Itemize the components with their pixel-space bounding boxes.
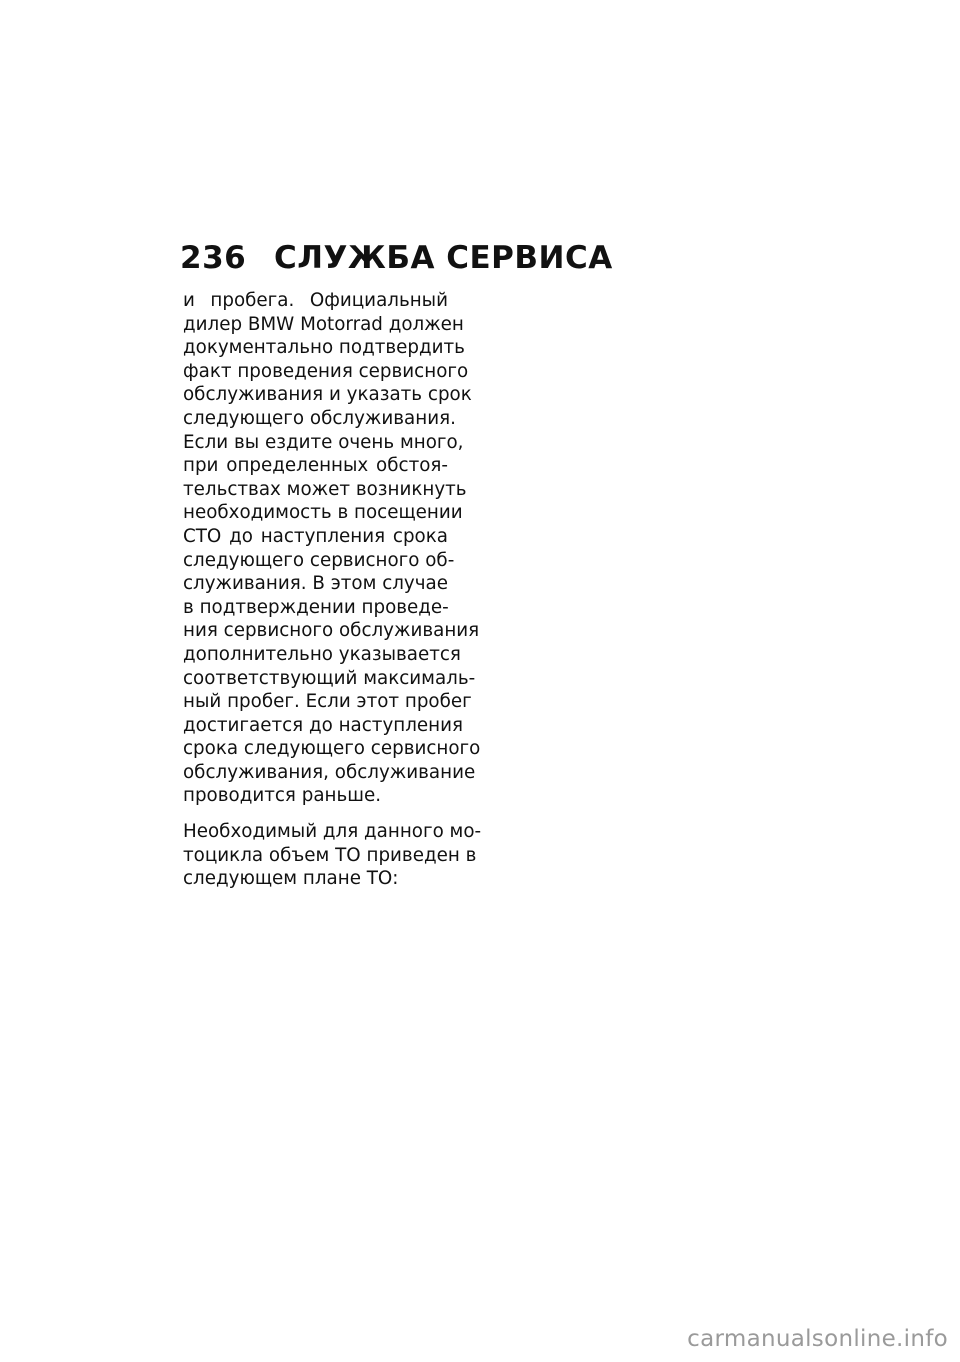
text-line: ный пробег. Если этот пробег: [183, 691, 472, 713]
text-line: и пробега. Официальный: [183, 290, 448, 311]
text-line: дополнительно указывается: [183, 643, 461, 665]
text-line: факт проведения сервисного: [183, 360, 469, 382]
site-watermark: carmanualsonline.info: [687, 1326, 948, 1352]
text-line: тоцикла объем ТО приведен в: [183, 844, 477, 866]
text-column: [183, 289, 482, 891]
paragraph-maintenance-plan: [183, 820, 482, 891]
text-line: дилер BMW Motorrad должен: [183, 313, 464, 335]
text-line: соответствующий максималь-: [183, 667, 476, 689]
text-line: обслуживания, обслуживание: [183, 761, 476, 783]
text-line: при определенных обстоя-: [183, 455, 448, 477]
text-line: тельствах может возникнуть: [183, 478, 467, 500]
text-line: СТО до наступления срока: [183, 525, 448, 547]
text-line: служивания. В этом случае: [183, 573, 448, 595]
text-line: ния сервисного обслуживания: [183, 620, 480, 642]
page-number: 236: [180, 240, 247, 276]
text-line: Необходимый для данного мо-: [183, 821, 482, 843]
section-title: СЛУЖБА СЕРВИСА: [274, 240, 613, 276]
text-line: следующего обслуживания.: [183, 407, 456, 429]
text-line: необходимость в посещении: [183, 502, 463, 524]
text-line: следующего сервисного об-: [183, 549, 455, 571]
text-line: следующем плане ТО:: [183, 868, 399, 890]
text-line: Если вы ездите очень много,: [183, 431, 464, 453]
text-line: проводится раньше.: [183, 785, 382, 807]
text-line: достигается до наступления: [183, 714, 463, 736]
text-line: срока следующего сервисного: [183, 738, 481, 760]
page-header: [180, 240, 613, 284]
text-line: в подтверждении проведе-: [183, 596, 449, 618]
text-line: обслуживания и указать срок: [183, 384, 472, 406]
paragraph-service-confirmation: [183, 289, 481, 808]
text-line: документально подтвердить: [183, 337, 465, 359]
